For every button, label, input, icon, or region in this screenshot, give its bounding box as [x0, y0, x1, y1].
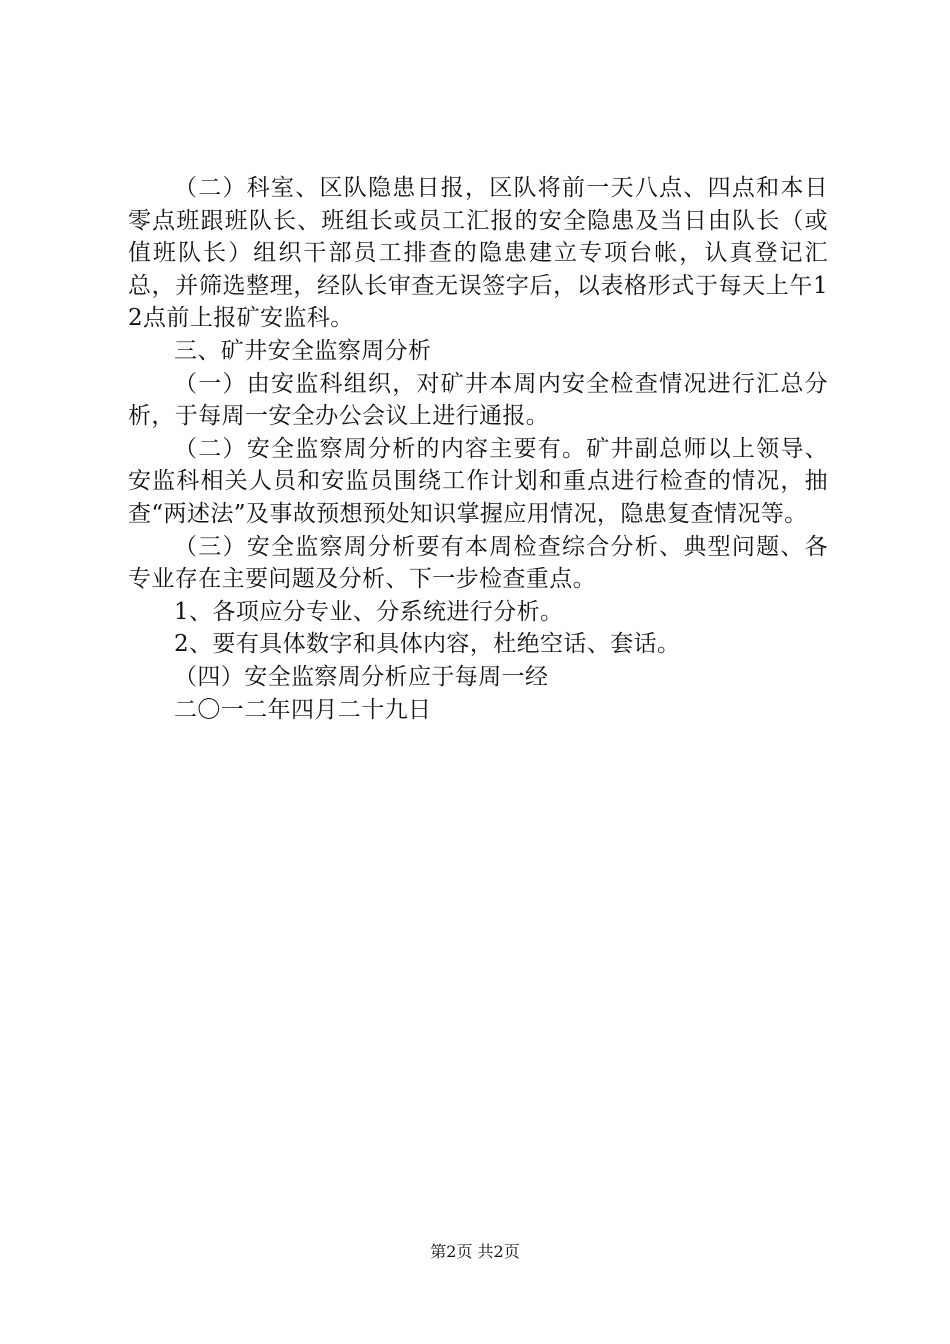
list-item-1: 1、各项应分专业、分系统进行分析。 [174, 598, 564, 625]
paragraph-weekly-timing: （四）安全监察周分析应于每周一经 [174, 663, 549, 690]
paragraph-weekly-requirements: （三）安全监察周分析要有本周检查综合分析、典型问题、各专业存在主要问题及分析、下一步检查重点。 [128, 533, 828, 593]
page-footer: 第2页 共2页 [430, 1242, 520, 1261]
section-heading-weekly-analysis: 三、矿井安全监察周分析 [174, 337, 432, 364]
document-body [128, 172, 828, 726]
list-item-2: 2、要有具体数字和具体内容，杜绝空话、套话。 [174, 631, 681, 658]
paragraph-daily-report: （二）科室、区队隐患日报，区队将前一天八点、四点和本日零点班跟班队长、班组长或员工汇报的安全隐患及当日由队长（或值班队长）组织干部员工排查的隐患建立专项台帐，认真登记汇总，并筛选整理，经队长审查无误签字后，以表格形式于每天上午12点前上报矿安监科。 [128, 175, 828, 332]
paragraph-weekly-organization: （一）由安监科组织，对矿井本周内安全检查情况进行汇总分析，于每周一安全办公会议上进行通报。 [128, 370, 828, 430]
paragraph-weekly-content: （二）安全监察周分析的内容主要有。矿井副总师以上领导、安监科相关人员和安监员围绕工作计划和重点进行检查的情况，抽查“两述法”及事故预想预处知识掌握应用情况，隐患复查情况等。 [128, 435, 828, 527]
document-date: 二〇一二年四月二十九日 [174, 696, 432, 723]
